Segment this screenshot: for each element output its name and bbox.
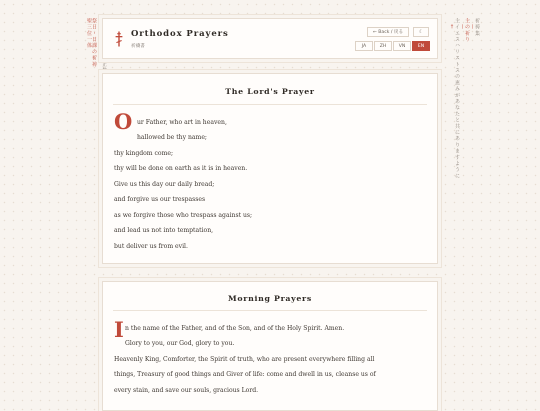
right-margin-text-1: 祈祷集 [474,18,480,37]
lords-prayer-title: The Lord's Prayer [225,87,315,96]
prayer-line: and forgive us our trespasses [114,196,206,203]
app-title: Orthodox Prayers [131,29,229,39]
prayer-line: thy will be done on earth as it is in heaven. [114,165,248,172]
back-button[interactable] [367,27,409,37]
app-header [102,18,438,59]
prayer-line: thy kingdom come; [114,150,174,157]
prayer-line: every stain, and save our souls, gracious Lord. [114,387,259,394]
right-margin-vertical-text: 祈祷集 — 主の祈り — 主イエスハリストスの恵みがあなたと共にありますように † [449,18,480,180]
morning-prayers-card [102,281,438,411]
language-vn-button[interactable]: VN [393,41,411,51]
prayer-line: Heavenly King, Comforter, the Spirit of truth, who are present everywhere filling all [114,356,375,363]
morning-prayers-dropcap: I [114,317,124,342]
right-margin-text-3: 主イエスハリストスの恵みがあなたと共にありますように [454,18,460,180]
left-margin-text-2: 祭日・日課の祈祷 [91,18,97,68]
app-subtitle: 祈禱書 [131,44,145,49]
prayer-line: Give us this day our daily bread; [114,181,215,188]
left-margin-text-3: 聖三位一体 [86,18,92,49]
title-divider [113,104,427,105]
prayer-line: Glory to you, our God, glory to you. [125,340,235,347]
left-margin-vertical-text: — 祭日・日課の祈祷 聖三位一体 [86,18,106,80]
orthodox-cross-icon [115,31,123,47]
prayer-line: but deliver us from evil. [114,243,188,250]
theme-toggle-button[interactable] [413,27,429,37]
prayer-line: hallowed be thy name; [137,134,207,141]
prayer-line: as we forgive those who trespass against us; [114,212,253,219]
lords-prayer-dropcap: O [114,109,133,134]
lords-prayer-card [102,73,438,264]
morning-prayers-title: Morning Prayers [228,294,312,303]
language-zh-button[interactable]: ZH [374,41,392,51]
right-margin-cross: † [449,24,455,32]
right-margin-text-2: 主の祈り [464,18,470,43]
title-divider [113,310,427,311]
moon-icon: ☾ [418,29,424,35]
prayer-line: ur Father, who art in heaven, [137,119,227,126]
prayer-line: and lead us not into temptation, [114,227,214,234]
back-button-label: ← Back / 戻る [372,30,404,35]
prayer-line: things, Treasury of good things and Giver of life: come and dwell in us, cleanse us of [114,371,376,378]
language-ja-button[interactable]: JA [355,41,373,51]
prayer-line: n the name of the Father, and of the Son, and of the Holy Spirit. Amen. [125,325,345,332]
language-en-button[interactable]: EN [412,41,430,51]
